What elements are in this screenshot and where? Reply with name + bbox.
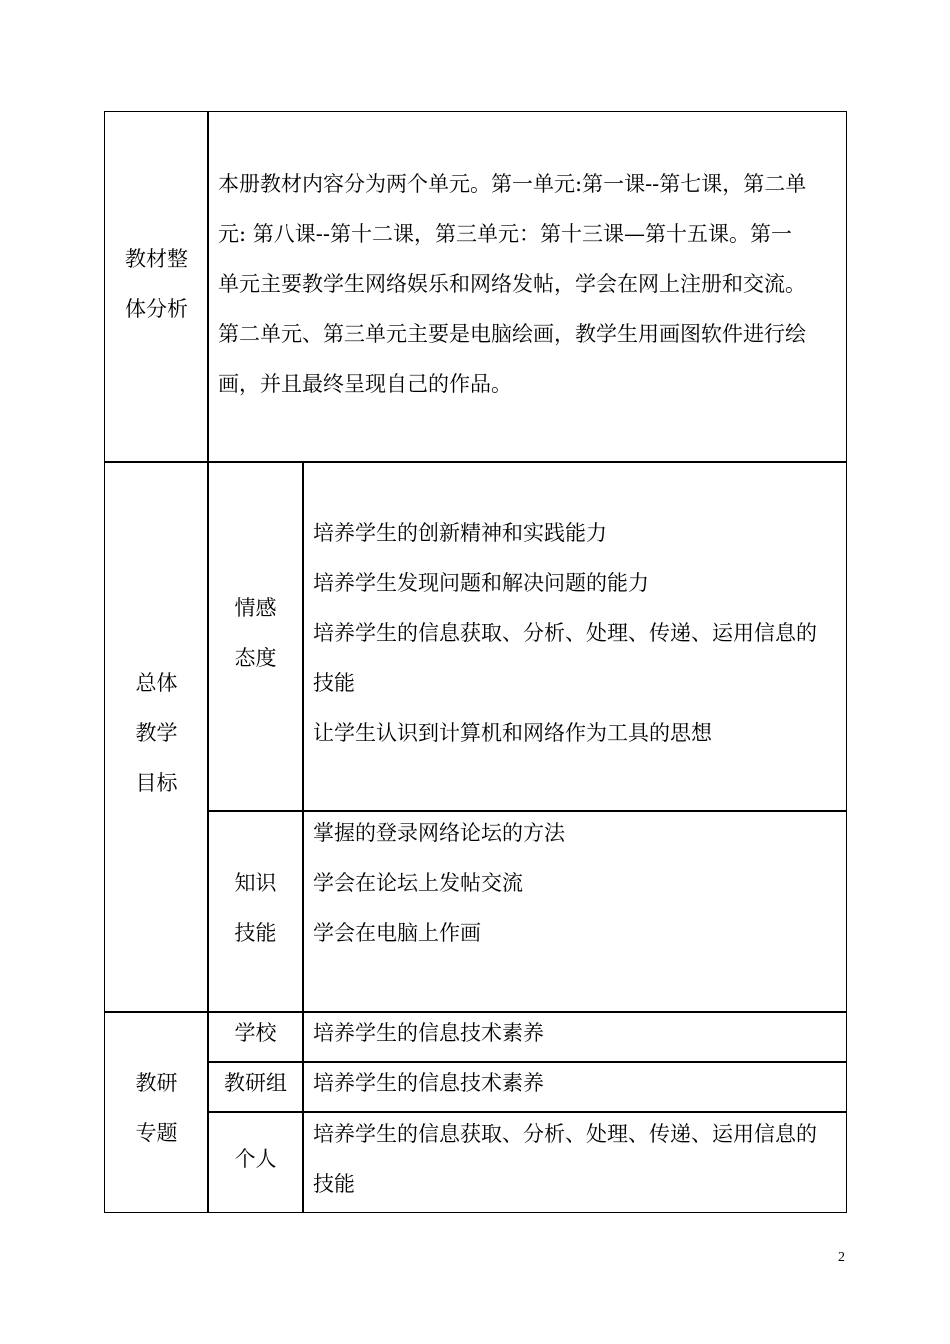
list-item: 学会在论坛上发帖交流 — [313, 871, 523, 895]
skills-items — [313, 808, 843, 958]
list-item: 培养学生的信息获取、分析、处理、传递、运用信息的 — [313, 621, 817, 645]
analysis-label: 教材整 体分析 — [125, 247, 188, 321]
text-line: 本册教材内容分为两个单元。第一单元:第一课--第七课，第二单 — [218, 172, 807, 196]
research-row-text-personal: 培养学生的信息获取、分析、处理、传递、运用信息的 技能 — [313, 1122, 817, 1196]
research-label: 教研 专题 — [135, 1071, 178, 1145]
text-line: 画，并且最终呈现自己的作品。 — [218, 372, 512, 396]
skills-label: 知识 技能 — [234, 871, 277, 945]
attitude-items — [313, 508, 843, 758]
list-item: 学会在电脑上作画 — [313, 921, 481, 945]
page-number: 2 — [838, 1250, 845, 1265]
list-item: 掌握的登录网络论坛的方法 — [313, 821, 565, 845]
list-item: 培养学生发现问题和解决问题的能力 — [313, 571, 649, 595]
plan-table — [104, 111, 847, 1213]
list-item: 培养学生的创新精神和实践能力 — [313, 521, 607, 545]
text-line: 第二单元、第三单元主要是电脑绘画，教学生用画图软件进行绘 — [218, 322, 806, 346]
goals-label: 总体 教学 目标 — [135, 671, 178, 795]
analysis-text — [218, 159, 840, 409]
list-item: 让学生认识到计算机和网络作为工具的思想 — [313, 721, 712, 745]
attitude-label: 情感 态度 — [234, 596, 277, 670]
research-row-text-group: 培养学生的信息技术素养 — [313, 1071, 544, 1095]
research-row-label-school: 学校 — [234, 1021, 277, 1045]
row-divider — [105, 461, 846, 463]
research-row-text-school: 培养学生的信息技术素养 — [313, 1021, 544, 1045]
research-row-label-group: 教研组 — [224, 1071, 287, 1095]
list-item: 技能 — [313, 671, 355, 695]
text-line: 元: 第八课--第十二课，第三单元：第十三课—第十五课。第一 — [218, 222, 792, 246]
research-row-label-personal: 个人 — [234, 1147, 277, 1171]
text-line: 单元主要教学生网络娱乐和网络发帖，学会在网上注册和交流。 — [218, 272, 806, 296]
